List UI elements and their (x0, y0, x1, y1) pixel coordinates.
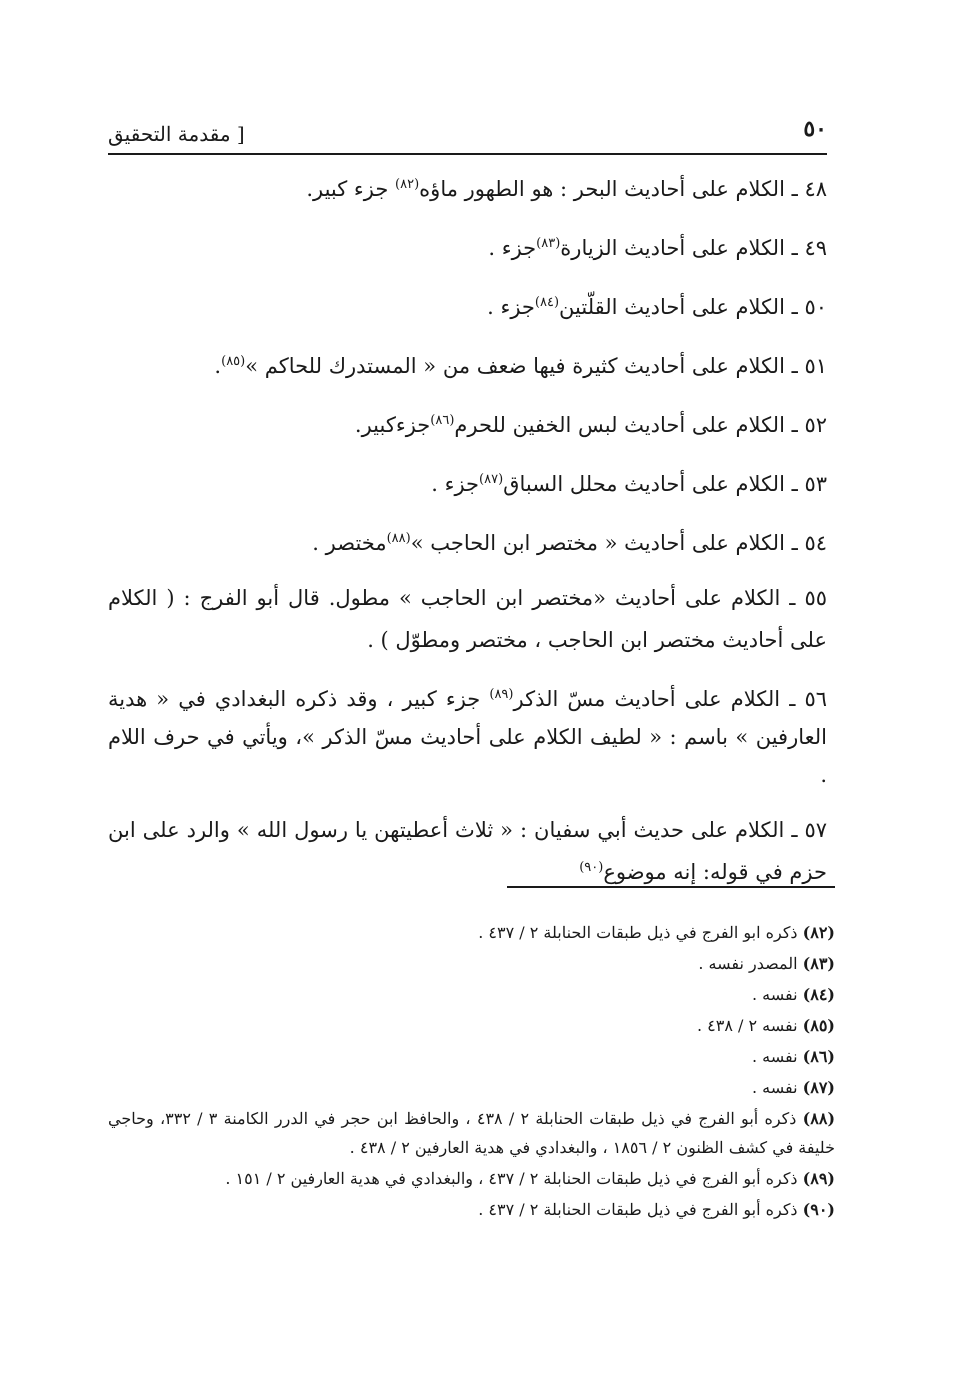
list-item (108, 461, 827, 503)
entry-text: الكلام على حديث أبي سفيان : « ثلاث أعطيتهن يا رسول الله » والرد على ابن حزم في قوله: إنه موضوع (108, 818, 827, 884)
entry-tail: جزء . (431, 472, 480, 496)
list-item (108, 402, 827, 444)
header-rule (108, 153, 827, 155)
footnote-ref: (٨٨) (386, 531, 411, 546)
footnote-marker: (٨٣) (802, 954, 835, 973)
entry-list (108, 166, 827, 908)
entry-tail: . (214, 354, 222, 378)
footnote-ref: (٨٥) (221, 354, 246, 369)
footnote (108, 980, 835, 1009)
footnote-ref: (٨٢) (395, 177, 420, 192)
list-item (108, 811, 827, 891)
list-item (108, 676, 827, 794)
footnote-marker: (٨٥) (802, 1016, 835, 1035)
footnote-ref: (٨٤) (534, 295, 560, 310)
entry-text: الكلام على أحاديث البحر : هو الطهور ماؤه (419, 177, 785, 201)
footnote-ref: (٨٦) (430, 413, 455, 428)
footnote-text: ذكره أبو الفرج في ذيل طبقات الحنابلة ٢ / ٤٣٨ ، والحافظ ابن حجر في الدرر الكامنة ٣ / ٣٣٢، وحاجي خليفة في كشف الظنون ٢ / ١٨٥٦ ، والبغدادي في هدية العارفين ٢ / ٤٣٨ . (108, 1109, 835, 1157)
running-head: [ مقدمة التحقيق (108, 122, 245, 146)
footnote (108, 918, 835, 947)
footnote-ref: (٩٠) (579, 860, 604, 875)
footnote (108, 1042, 835, 1071)
footnote-marker: (٩٠) (802, 1200, 835, 1219)
entry-number: ٥٥ ـ (789, 586, 827, 610)
entry-text: الكلام على أحاديث القلّتين (559, 295, 785, 319)
footnote-text: ذكره ابو الفرج في ذيل طبقات الحنابلة ٢ / ٤٣٧ . (478, 923, 798, 942)
list-item (108, 284, 827, 326)
entry-text: الكلام على أحاديث الزيارة (560, 236, 785, 260)
list-item (108, 225, 827, 267)
entry-text: الكلام على أحاديث مسّ الذكر (513, 687, 781, 711)
footnote (108, 1073, 835, 1102)
list-item (108, 520, 827, 562)
entry-number: ٥٧ ـ (791, 818, 828, 842)
list-item (108, 579, 827, 659)
entry-number: ٥٣ ـ (791, 472, 827, 496)
entry-tail: جزء . (487, 295, 535, 319)
page-number: ٥٠ (803, 116, 827, 142)
footnote-marker: (٨٨) (802, 1109, 836, 1128)
footnote (108, 1164, 835, 1193)
entry-text: الكلام على أحاديث لبس الخفين للحرم (454, 413, 785, 437)
entry-number: ٤٩ ـ (791, 236, 827, 260)
footnote-text: ذكره أبو الفرج في ذيل طبقات الحنابلة ٢ / ٤٣٧ . (478, 1200, 798, 1219)
entry-number: ٤٨ ـ (791, 177, 827, 201)
entry-number: ٥٢ ـ (791, 413, 827, 437)
footnote-ref: (٨٧) (479, 472, 504, 487)
entry-text: الكلام على أحاديث «مختصر ابن الحاجب » مطول. قال أبو الفرج : ( الكلام على أحاديث مختصر ابن الحاجب ، مختصر ومطوّل ) . (108, 586, 827, 652)
footnote-rule (507, 886, 835, 888)
footnote-marker: (٨٩) (802, 1169, 835, 1188)
footnote-ref: (٨٣) (536, 236, 561, 251)
entry-number: ٥١ ـ (791, 354, 827, 378)
footnote-list (108, 918, 835, 1226)
footnote-marker: (٨٢) (802, 923, 835, 942)
footnote-marker: (٨٤) (802, 985, 835, 1004)
footnote-text: نفسه . (751, 985, 798, 1004)
footnote (108, 949, 835, 978)
footnote-marker: (٨٧) (802, 1078, 835, 1097)
footnote-text: نفسه . (751, 1047, 798, 1066)
footnote (108, 1011, 835, 1040)
entry-number: ٥٠ ـ (791, 295, 827, 319)
footnote-ref: (٨٩) (489, 687, 514, 702)
footnote-text: نفسه ٢ / ٤٣٨ . (696, 1016, 798, 1035)
entry-tail: جزء . (488, 236, 537, 260)
entry-number: ٥٤ ـ (791, 531, 827, 555)
entry-text: الكلام على أحاديث « مختصر ابن الحاجب » (410, 531, 785, 555)
entry-tail: جزء كبير. (306, 177, 396, 201)
entry-text: الكلام على أحاديث كثيرة فيها ضعف من « المستدرك للحاكم » (245, 354, 785, 378)
entry-text: الكلام على أحاديث محلل السباق (503, 472, 785, 496)
footnote-text: المصدر نفسه . (698, 954, 798, 973)
footnote (108, 1195, 835, 1224)
footnote-text: ذكره أبو الفرج في ذيل طبقات الحنابلة ٢ / ٤٣٧ ، والبغدادي في هدية العارفين ٢ / ١٥١ . (225, 1169, 798, 1188)
entry-tail: جزء كبير ، وقد ذكره البغدادي في « هدية العارفين » باسم : « لطيف الكلام على أحاديث مسّ الذكر »، ويأتي في حرف اللام . (108, 687, 827, 787)
entry-number: ٥٦ ـ (789, 687, 827, 711)
list-item (108, 343, 827, 385)
list-item (108, 166, 827, 208)
footnote (108, 1104, 835, 1162)
footnote-text: نفسه . (751, 1078, 798, 1097)
page-header (108, 112, 827, 152)
entry-tail: جزءكبير. (354, 413, 431, 437)
footnote-marker: (٨٦) (802, 1047, 835, 1066)
entry-tail: مختصر . (312, 531, 387, 555)
